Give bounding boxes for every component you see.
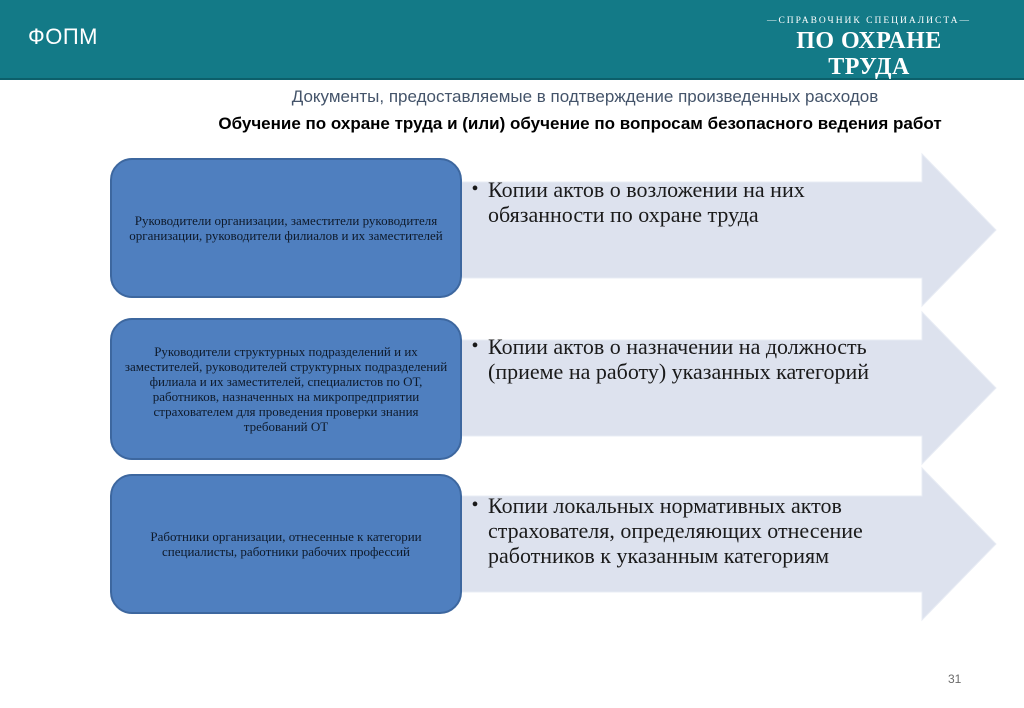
slide-subheading: Обучение по охране труда и (или) обучение по вопросам безопасного ведения работ bbox=[218, 114, 942, 133]
publisher-logo bbox=[754, 14, 984, 80]
document-text: Копии актов о возложении на них обязанности по охране труда bbox=[488, 177, 805, 227]
logo-main-text: ПО ОХРАНЕ ТРУДА bbox=[796, 28, 942, 80]
category-box bbox=[110, 474, 462, 614]
document-bullet bbox=[462, 334, 922, 384]
category-text: Работники организации, отнесенные к категории специалисты, работники рабочих профессий bbox=[150, 529, 422, 559]
bullet-icon: • bbox=[471, 178, 479, 200]
row-3 bbox=[0, 464, 1024, 624]
category-box bbox=[110, 158, 462, 298]
category-text: Руководители структурных подразделений и их заместителей, руководителей структурных подразделений филиала и их заместителей, специалистов по ОТ, работников, назначенных на микропредприятии страхователем для проведения проверки знания требований ОТ bbox=[124, 344, 448, 434]
logo-top-text: —СПРАВОЧНИК СПЕЦИАЛИСТА— bbox=[766, 16, 972, 26]
bullet-icon: • bbox=[471, 494, 479, 516]
category-box bbox=[110, 318, 462, 460]
row-1 bbox=[0, 150, 1024, 310]
document-bullet bbox=[462, 493, 922, 568]
document-bullet bbox=[462, 177, 922, 227]
slide-heading: Документы, предоставляемые в подтверждение произведенных расходов bbox=[291, 87, 879, 106]
document-text: Копии локальных нормативных актов страхователя, определяющих отнесение работников к указанным категориям bbox=[488, 493, 863, 568]
bullet-icon: • bbox=[471, 335, 479, 357]
header-left-title: ФОПМ bbox=[28, 24, 98, 49]
document-text: Копии актов о назначении на должность (приеме на работу) указанных категорий bbox=[488, 334, 870, 384]
header-bar bbox=[0, 0, 1024, 80]
category-text: Руководители организации, заместители руководителя организации, руководители филиалов и их заместителей bbox=[129, 213, 443, 243]
row-2 bbox=[0, 308, 1024, 468]
page-number: 31 bbox=[948, 672, 962, 686]
